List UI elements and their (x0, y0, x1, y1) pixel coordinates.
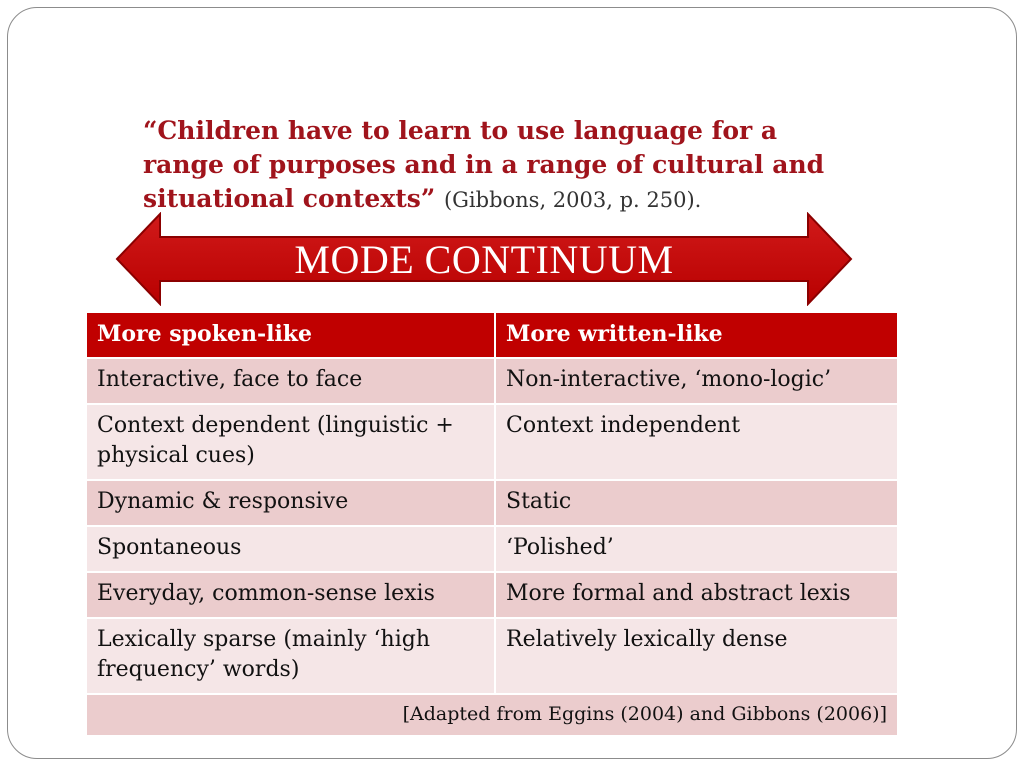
header-written: More written-like (495, 312, 898, 358)
cell-spoken: Spontaneous (86, 526, 495, 572)
source-note: [Adapted from Eggins (2004) and Gibbons (2006)] (86, 694, 898, 736)
quote-citation: (Gibbons, 2003, p. 250). (443, 188, 702, 212)
arrow-label: MODE CONTINUUM (294, 237, 674, 282)
table-header-row (86, 312, 898, 358)
table-row (86, 572, 898, 618)
cell-written: ‘Polished’ (495, 526, 898, 572)
comparison-table (85, 311, 899, 737)
cell-written: More formal and abstract lexis (495, 572, 898, 618)
cell-spoken: Dynamic & responsive (86, 480, 495, 526)
quote-text: “Children have to learn to use language for a range of purposes and in a range of cultural and situational contexts” (143, 116, 825, 213)
cell-written: Non-interactive, ‘mono-logic’ (495, 358, 898, 404)
cell-spoken: Everyday, common-sense lexis (86, 572, 495, 618)
table-row (86, 526, 898, 572)
cell-written: Static (495, 480, 898, 526)
cell-written: Context independent (495, 404, 898, 480)
cell-spoken: Context dependent (linguistic + physical cues) (86, 404, 495, 480)
table-row (86, 358, 898, 404)
cell-written: Relatively lexically dense (495, 618, 898, 694)
cell-spoken: Lexically sparse (mainly ‘high frequency’ words) (86, 618, 495, 694)
quote-block (143, 114, 863, 217)
table-footer-row (86, 694, 898, 736)
table-row (86, 618, 898, 694)
table-row (86, 404, 898, 480)
header-spoken: More spoken-like (86, 312, 495, 358)
cell-spoken: Interactive, face to face (86, 358, 495, 404)
table-row (86, 480, 898, 526)
